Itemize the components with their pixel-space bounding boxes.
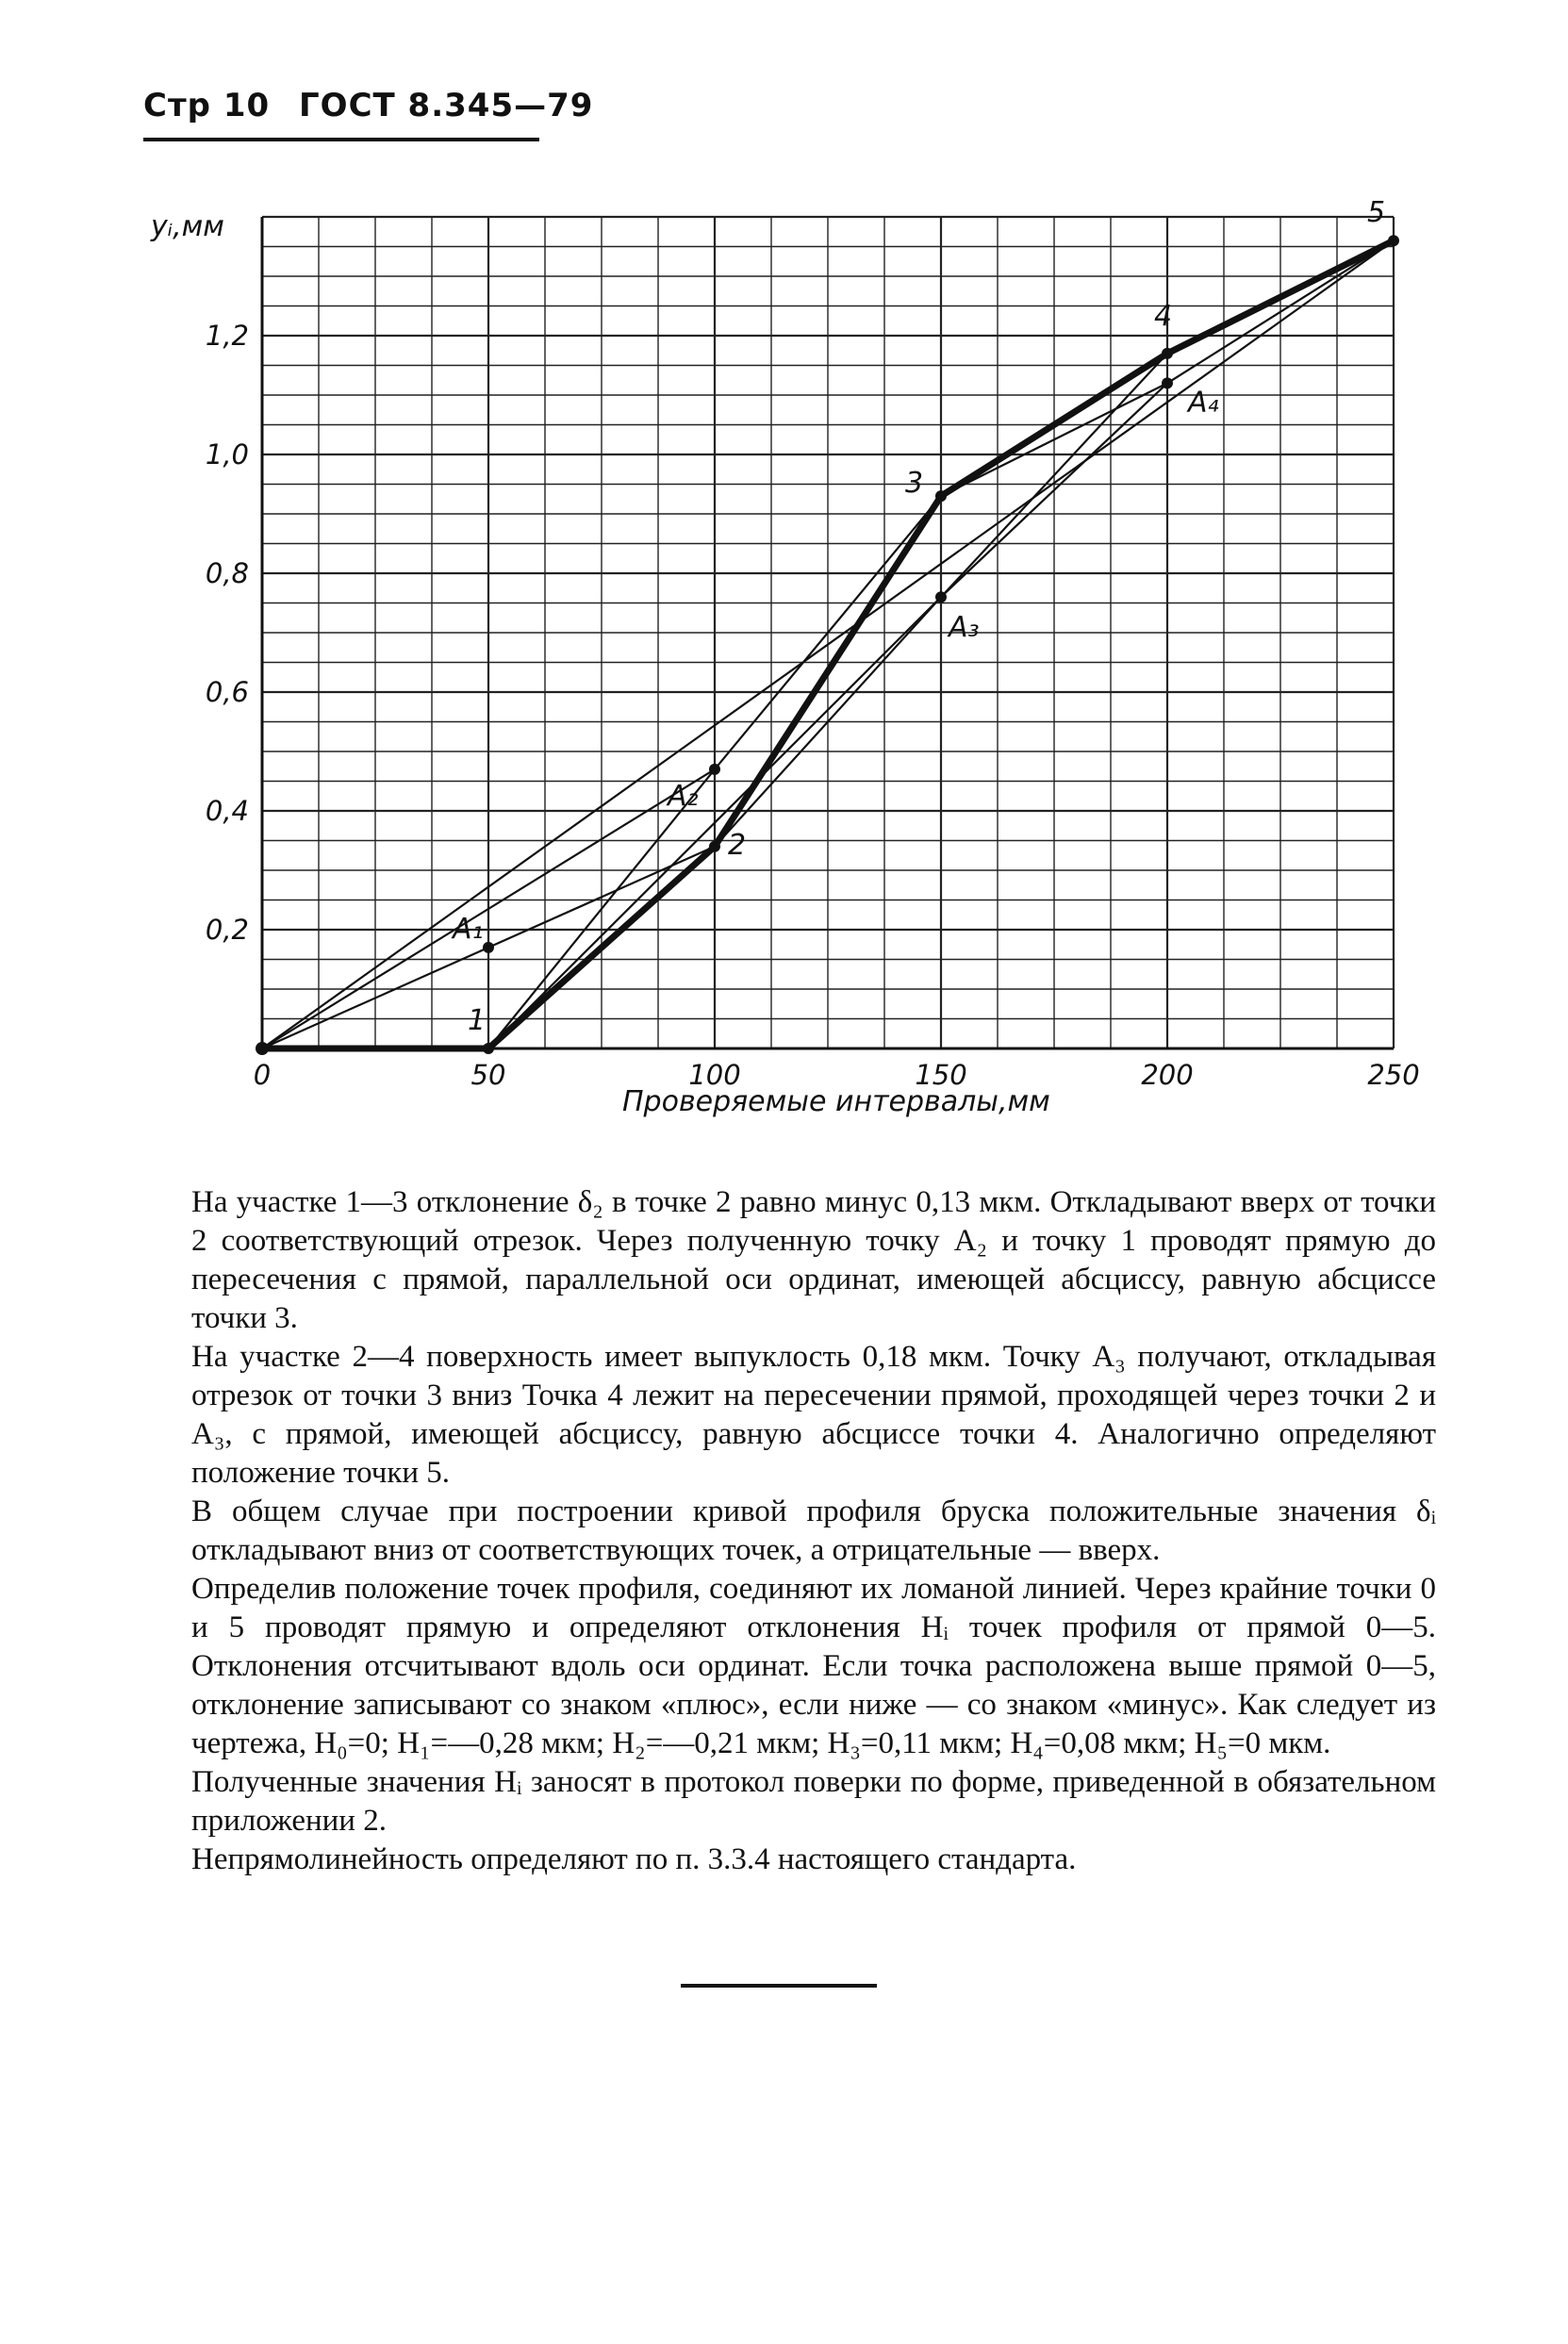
y-tick-label: 0,6: [205, 676, 249, 708]
data-point: [935, 591, 947, 603]
y-tick-label: 0,2: [205, 914, 249, 946]
page-number: Стр 10: [143, 87, 271, 124]
point-label: A₃: [949, 611, 980, 645]
paragraph: На участке 2—4 поверхность имеет выпуклость 0,18 мкм. Точку A₃ получают, откладывая отрезок от точки 3 вниз Точка 4 лежит на пересечении прямой, проходящей через точки 2 и A₃, с прямой, имеющей абсциссу, равную абсциссе точки 4. Аналогично определяют положение точки 5.: [191, 1340, 1436, 1490]
footer-rule: [681, 1984, 877, 1988]
point-label: 1: [468, 1004, 487, 1037]
x-tick-label: 100: [688, 1059, 741, 1091]
y-axis-label: yᵢ,мм: [151, 210, 224, 243]
x-tick-label: 150: [915, 1059, 967, 1091]
point-label: A₄: [1188, 386, 1219, 420]
origin-point: [256, 1042, 269, 1055]
y-tick-label: 0,4: [205, 795, 249, 827]
y-tick-label: 1,0: [205, 438, 249, 470]
point-label: 5: [1367, 196, 1386, 230]
x-axis-label: Проверяемые интервалы,мм: [622, 1085, 1050, 1118]
standard-code: ГОСТ 8.345—79: [299, 87, 594, 124]
y-tick-label: 0,8: [205, 557, 249, 589]
x-tick-label: 200: [1141, 1059, 1194, 1091]
x-tick-label: 250: [1367, 1059, 1420, 1091]
data-point: [483, 942, 494, 953]
paragraph: На участке 1—3 отклонение δ₂ в точке 2 равно минус 0,13 мкм. Откладывают вверх от точки 2 соответствующий отрезок. Через полученную точку A₂ и точку 1 проводят прямую до пересечения с прямой, параллельной оси ординат, имеющей абсциссу, равную абсциссе точки 3.: [191, 1185, 1436, 1335]
point-label: A₂: [668, 779, 699, 813]
body-text: [191, 1183, 1436, 1879]
paragraph: В общем случае при построении кривой профиля бруска положительные значения δᵢ откладывают вниз от соответствующих точек, а отрицательные — вверх.: [191, 1494, 1436, 1567]
data-point: [935, 490, 947, 502]
y-tick-label: 1,2: [205, 320, 249, 352]
x-tick-label: 50: [470, 1059, 506, 1091]
data-point: [709, 841, 720, 852]
chart-ticks: [206, 320, 1420, 1091]
data-point: [1162, 348, 1173, 359]
profile-chart: [0, 0, 1568, 1160]
paragraph: Непрямолинейность определяют по п. 3.3.4 настоящего стандарта.: [191, 1842, 1077, 1876]
point-label: 2: [728, 828, 747, 862]
x-tick-label: 0: [253, 1059, 272, 1091]
data-point: [709, 764, 720, 775]
paragraph: Полученные значения Hᵢ заносят в протокол поверки по форме, приведенной в обязательном приложении 2.: [191, 1765, 1436, 1838]
point-label: A₁: [453, 912, 484, 946]
point-label: 3: [905, 467, 924, 501]
data-point: [1388, 235, 1399, 246]
data-point: [483, 1043, 494, 1054]
paragraph: Определив положение точек профиля, соединяют их ломаной линией. Через крайние точки 0 и 5 проводят прямую и определяют отклонения Hᵢ точек профиля от прямой 0—5. Отклонения отсчитывают вдоль оси ординат. Если точка расположена выше прямой 0—5, отклонение записывают со знаком «плюс», если ниже — со знаком «минус». Как следует из чертежа, H₀=0; H₁=—0,28 мкм; H₂=—0,21 мкм; H₃=0,11 мкм; H₄=0,08 мкм; H₅=0 мкм.: [191, 1572, 1436, 1760]
point-label: 4: [1154, 299, 1173, 333]
data-point: [1162, 377, 1173, 388]
